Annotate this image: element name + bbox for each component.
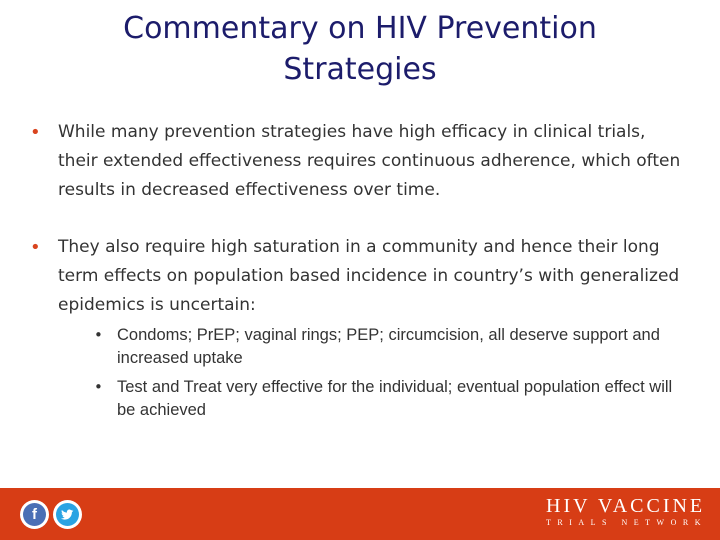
bullet-marker: •: [30, 237, 41, 258]
bullet-item: [30, 118, 690, 205]
bullet-text: They also require high saturation in a community and hence their long term effects on population based incidence in country’s with generalized epidemics is uncertain:: [58, 237, 680, 315]
logo-main-text: HIV VACCINE: [546, 495, 706, 517]
logo-sub-text: TRIALS NETWORK: [546, 518, 707, 527]
sub-bullet-text: Condoms; PrEP; vaginal rings; PEP; circumcision, all deserve support and increased uptake: [117, 326, 660, 367]
bullet-marker: •: [30, 122, 41, 143]
bullet-list: [30, 118, 690, 428]
sub-bullet-item: [94, 376, 690, 422]
sub-bullet-text: Test and Treat very effective for the individual; eventual population effect will be achieved: [117, 378, 673, 419]
sub-bullet-marker: •: [94, 378, 103, 396]
sub-bullet-list: [94, 324, 690, 422]
sub-bullet-item: [94, 324, 690, 370]
sub-bullet-marker: •: [94, 326, 103, 344]
twitter-icon-inner: [56, 503, 79, 526]
hvtn-logo: [546, 495, 707, 529]
bullet-item: [30, 233, 690, 428]
bullet-content: [58, 233, 690, 428]
slide-title: Commentary on HIV Prevention Strategies: [123, 11, 597, 87]
footer-bar: [0, 488, 720, 540]
twitter-bird-icon: [56, 503, 79, 526]
twitter-icon[interactable]: [53, 500, 82, 529]
bullet-text: While many prevention strategies have high efficacy in clinical trials, their extended effectiveness requires continuous adherence, which often results in decreased effectiveness over time.: [58, 122, 681, 200]
facebook-icon[interactable]: [20, 500, 49, 529]
facebook-icon-inner: f: [23, 503, 46, 526]
